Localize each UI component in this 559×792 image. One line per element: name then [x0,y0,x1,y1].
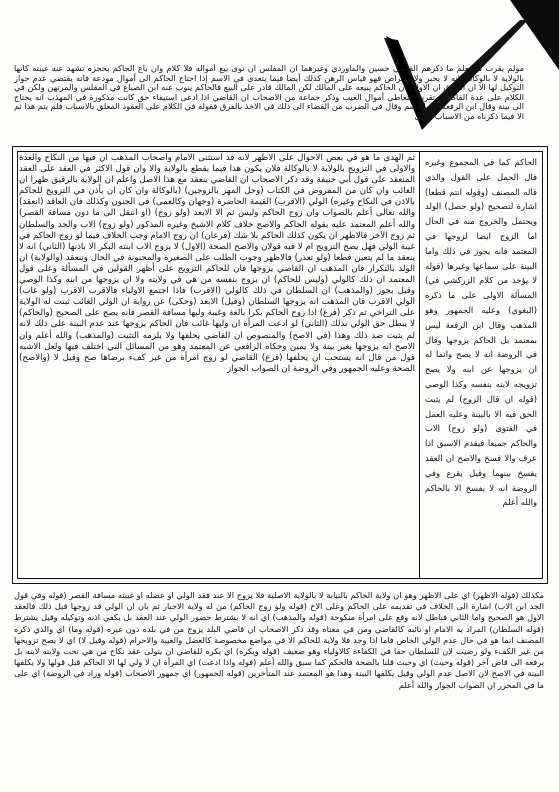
top-commentary: مولم يقرب ثم نعلم ما ذكرهم القاضي حسين والماوردي وغيرهما ان المفلس ان نوى بيع أمواله فلا كلام وان باع الحاكم بحجزه تشهد عنه غيبته كانها بالولاية لا بالوكالة لانه لا يجبر ولا اعتراض فهو قياس الرهن كذلك أيضا فيما يتعدى في الاسم إذا احتاج الحاكم الى أموال مودعة فانه يقتضي عدم جواز التوكيل لها الا ان الفارق ان الاولى ان الحاكم يبيعه على المالك لكن المالك قادر على البيع فالحاكم ينوب عنه ابن الصباغ في المفلس والمرتهن ولكن في الكلام على عدة القاضي وتقرير التعاطي أموال الغيب وذكر جماعة من الاصحاب ان القاضي اذا ادعى استيفاء حق كانت مذكورة في المهذب انه يحتاج الى بينة وقال ابن الرفعة في القسم وقال في الضرب من القضاء الى ذلك في الاخذ بالفرق فقوله في الكلام على العقود المعلق بالاسباب فلم يتم هذا ثم الا فيما ذكرناه من الاسباب انتهى [14,64,524,121]
column-divider [419,151,420,579]
bottom-commentary: مكذلك (قوله الاظهر) اي على الاظهر وهو ان ولاية الحاكم بالنيابة لا بالولاية الاصلية فلا يزوج الا عند فقد الولي او عضله او غيبته مسافة القصر (قوله وفي قول الجد ابن الاب) اشارة الى الخلاف في تقديمه على الحاكم وعلى الاخ (قوله ولو زوج الحاكم) من له ولاية الاجبار ثم بان ان الولي قد زوجها قبل ذلك فالعقد الاول هو الصحيح واما الثاني فباطل لانه وقع على امرأة منكوحة (قوله والمذهب) اي انه لا يشترط حضور الولي عند العقد بل يكفي اذنه وتوكيله وقيل يشترط (قوله السلطان) المراد به الامام او نائبه كالقاضي ومن في معناه وقد ذكر الاصحاب ان قاضي البلد يزوج من في بلده دون غيره (قوله وما) اي والذي ذكره المصنف انما هو في حال عدم الولي الخاص فاما اذا وجد فلا ولاية للحاكم الا في مواضع مخصوصة كالعضل والغيبة والاحرام (قوله وقيل لا) اي لا يصح تزويجها من غير الكفء ولو رضيت لان للسلطان حقا في الكفاءة كالاولياء وهو ضعيف (قوله ويكره) اي يكره للقاضي ان يتولى عقد نكاح من هي تحت ولايته لابنه بل يرفعه الى قاض آخر (قوله وحيث) اي وحيث قلنا بالصحة فالحكم كما سبق والله أعلم (قوله واذا ادعت) اي المرأة ان لا ولي لها الا الحاكم قبل قولها ولا يكلفها البينة في الاصح لان الاصل عدم الولي وقيل يكلفها البينة وهذا هو المعتمد عند المتأخرين (قوله الجمهور) اي جمهور الاصحاب (قوله وزاد في الروضة) اي على ما في المحرر ان الصواب الجواز والله أعلم [14,590,544,690]
main-text-column: ثم الهدي ما هو في بعض الاحوال على الاظهر لانه قد استثنى الامام وأصحاب المذهب ان فيها من النكاح والعدة والاولى في التزويج بالولاية لا بالوكالة فلان يكون هذا فيما يقطع بالولاية والا وان قول الاكثر في العقد على العقد المنعقد على قول أبي حنيفة وقد ذكر الاصحاب ان القاضي ينعقد مع هذا الاصل واعلم ان الولاية بالرقيق ظهرا ان الغائب وان كان من المفروض في الكتاب (وحل المهر بالزوجين) (بالوكالة وان كان ان يأذن في التزويج للحاكم بالاذن في النكاح وغيره) الولي (الاقرب) القيمة الحاضرة (وجهان وكالعمى) في الجنون وكذلك فان العاقد (انعقد) والله تعالى أعلم بالصواب وان زوج الحاكم وليس ثم الا الابعد (ولو زوج) (او انتقل الى ما دون مسافة القصر) والله أعلم المعتمد عليه بقوله الحاكم والاصح خلاف كلام الاشيخ وغيره المذكور (ولو زوج) الاب والجد والسلطان ثم زوج الآخر فالاظهر ان يكون كذلك الحاكم بلا شك (فرعان) ان زوج الامام وجب الخلاف فيما لو زوج الحاكم في غيبة الولي فهل يصح التزويج ام لا فيه قولان والاصح الصحة (الاول) لا يزوج الاب ابنته البكر الا باذنها (الثاني) انه لا ينعقد ما لم يتعين قطعا (ولو تعذر) فالاظهر وجوب الطلب على الصغيرة والمجنونة في الحال وتنعقد (والولاية) ان الولد بالتكرار فان المذهب ان القاضي يزوجها فان للحاكم التزويج على أظهر القولين في المسألة وعلى قول المعتمد ان ذلك كالولي (وليس للحاكم) ان يزوج بنفسه من هي في ولايته ولا ان يزوجها من ابنه وكذا الوصي وقيل يجوز (والمذهب) ان السلطان في ذلك كالولي (الاقرب) فاذا اجتمع الاولياء فالاقرب الاقرب (ولو غاب) الولي الاقرب فان المذهب انه يزوجها السلطان (وقيل) الابعد (وحكى) عن رواية ان الولي الغائب ثبتت له الولاية على التراخي ثم ذكر (فرع) اذا زوج الحاكم بكرا بالغة وغيبة وليها مسافة القصر فانه يصح على الصحيح (والحاكم) لا يبطل حق الولي بذلك (الثاني) لو ادعت المرأة ان وليها غائب فان الحاكم يزوجها عند عدم البينة على ذلك لانه لم يثبت ضد ذلك وهذا (في الاصح) والمنصوص ان القاضي يحلفها ولا يلزمه التثبت (والمذهب) والله أعلم وان الاصح انه يزوجها بغير بينة ولا يمين وحكاه الرافعي عن المعتمد وهو من المسائل التي اختلف فيها ولعل الاشبه قول من قال انه يستحب ان يحلفها (فرع) القاضي لو زوج امرأة من غير كفء برضاها صح وقيل لا (والاصح) الصحة وعليه الجمهور وفي الروضة ان الصواب الجواز [19,153,415,374]
marginal-commentary-column: الحاكم كما في المجموع وغيره قال الحمل على القول والذي قاله المصنف (وقوله انتم قطعا) اشارة لتصحيح (ولو حصل) الولد ويحتمل والخروج منه في الحال اما الزوج ايضا لزوجها في المعتمد فانه يجوز في ذلك واما البينة على سماعها وغيرها (قوله لا يؤخذ من كلام الزركشي في) المسألة الاولى على ما ذكره (البغوي) وعليه الجمهور وهو المذهب وقال ابن الرفعة ليس بمعتمد بل الحاكم يزوجها وقال في الروضة انه لا يصح وانما له ان يزوجها عن ابنه ولا يصح تزويجه لابنه بنفسه وكذا الوصي (قوله ان قال الزوج) لم يثبت الحق فيه الا بالبينة وعليه العمل في الفتوى (ولو زوج) الاب والحاكم جميعا فيقدم الاسبق اذا عرف والا فسخ والاصح ان العقد يفسخ بينهما وقيل يقرع وفي الروضة انه لا يفسخ الا بالحاكم والله أعلم [425,157,537,508]
main-text-frame [12,146,548,584]
